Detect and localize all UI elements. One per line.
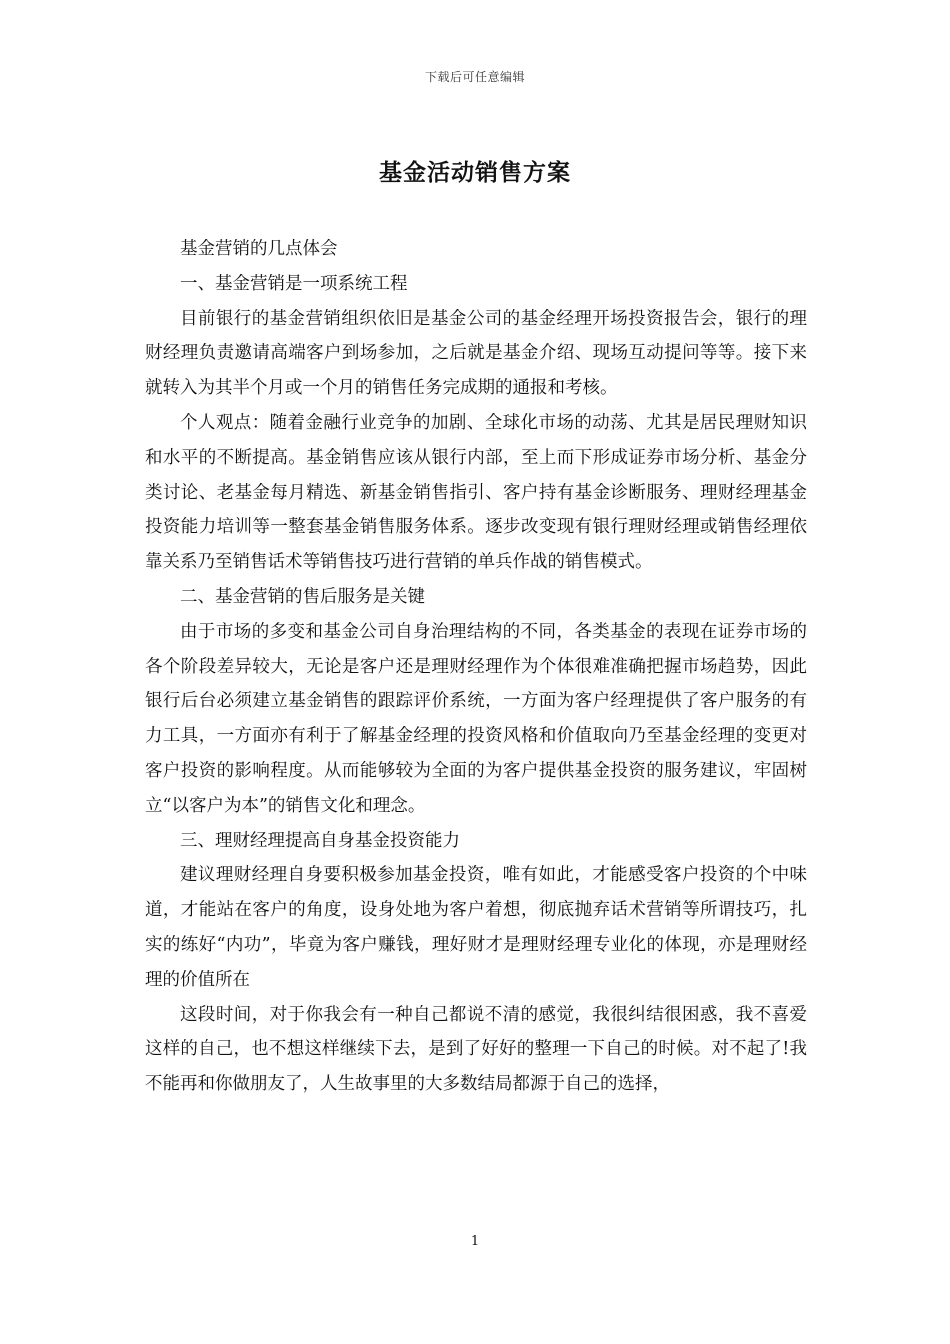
section-heading-3: 三、理财经理提高自身基金投资能力 xyxy=(180,830,460,851)
document-body xyxy=(145,232,807,1102)
document-title: 基金活动销售方案 xyxy=(379,159,571,186)
section-heading-2: 二、基金营销的售后服务是关键 xyxy=(180,586,425,607)
page-number: 1 xyxy=(470,1234,480,1249)
paragraph-intro-heading: 基金营销的几点体会 xyxy=(180,239,338,259)
paragraph: 建议理财经理自身要积极参加基金投资，唯有如此，才能感受客户投资的个中味道，才能站在客户的角度，设身处地为客户着想，彻底抛弃话术营销等所谓技巧，扎实的练好“内功”，毕竟为客户赚钱，理好财才是理财经理专业化的体现，亦是理财经理的价值所在 xyxy=(145,865,807,990)
paragraph: 目前银行的基金营销组织依旧是基金公司的基金经理开场投资报告会，银行的理财经理负责邀请高端客户到场参加，之后就是基金介绍、现场互动提问等等。接下来就转入为其半个月或一个月的销售任务完成期的通报和考核。 xyxy=(145,308,807,399)
paragraph: 由于市场的多变和基金公司自身治理结构的不同，各类基金的表现在证券市场的各个阶段差异较大，无论是客户还是理财经理作为个体很难准确把握市场趋势，因此银行后台必须建立基金销售的跟踪评价系统，一方面为客户经理提供了客户服务的有力工具，一方面亦有利于了解基金经理的投资风格和价值取向乃至基金经理的变更对客户投资的影响程度。从而能够较为全面的为客户提供基金投资的服务建议，牢固树立“以客户为本”的销售文化和理念。 xyxy=(145,621,807,816)
header-note: 下载后可任意编辑 xyxy=(424,70,525,84)
section-heading-1: 一、基金营销是一项系统工程 xyxy=(180,273,408,294)
paragraph: 个人观点：随着金融行业竞争的加剧、全球化市场的动荡、尤其是居民理财知识和水平的不断提高。基金销售应该从银行内部，至上而下形成证券市场分析、基金分类讨论、老基金每月精选、新基金销售指引、客户持有基金诊断服务、理财经理基金投资能力培训等一整套基金销售服务体系。逐步改变现有银行理财经理或销售经理依靠关系乃至销售话术等销售技巧进行营销的单兵作战的销售模式。 xyxy=(145,412,807,573)
paragraph: 这段时间，对于你我会有一种自己都说不清的感觉，我很纠结很困惑，我不喜爱这样的自己，也不想这样继续下去，是到了好好的整理一下自己的时候。对不起了!我不能再和你做朋友了，人生故事里的大多数结局都源于自己的选择， xyxy=(145,1004,807,1095)
